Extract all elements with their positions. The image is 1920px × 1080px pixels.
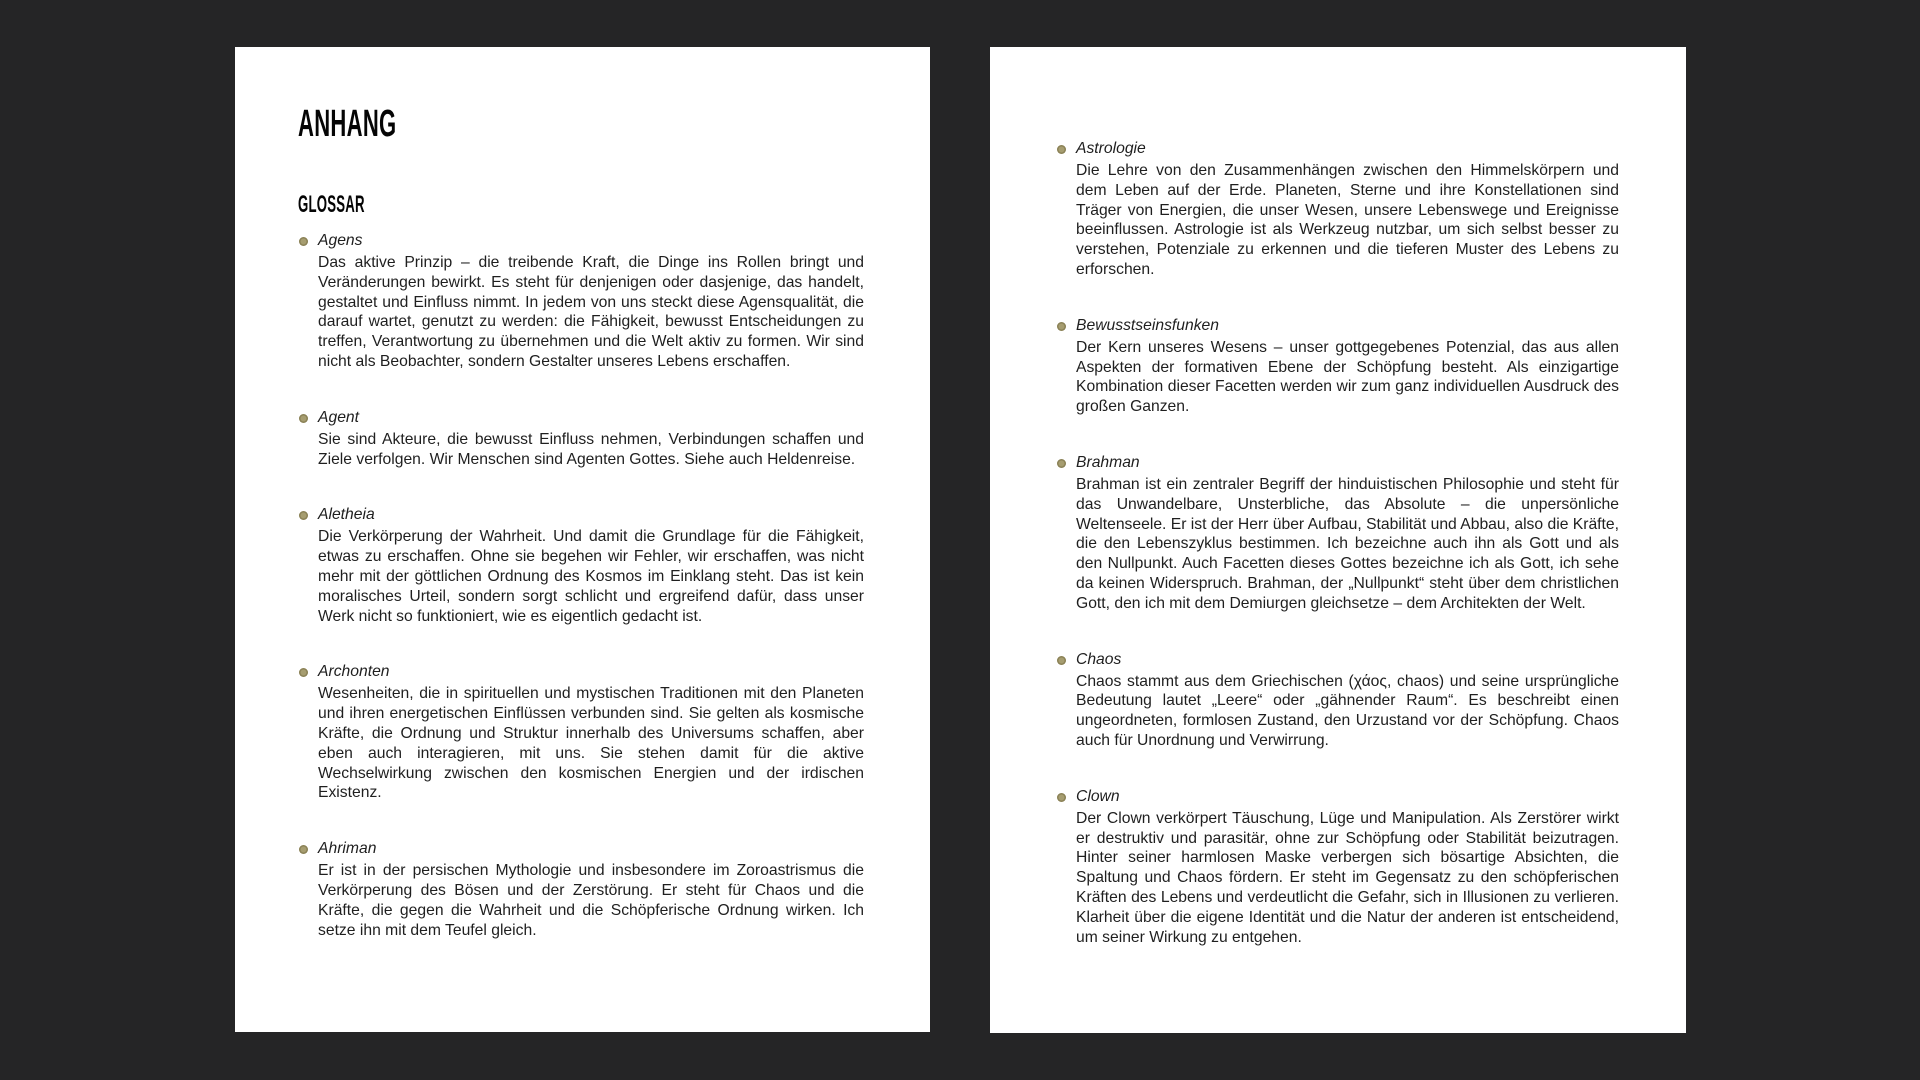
bullet-icon xyxy=(299,237,308,246)
glossary-entry-agens xyxy=(318,231,864,372)
glossary-term: Bewusstseinsfunken xyxy=(1076,316,1220,334)
bullet-icon xyxy=(1057,656,1066,665)
glossary-term: Clown xyxy=(1076,787,1120,805)
glossary-term: Ahriman xyxy=(318,840,377,858)
bullet-icon xyxy=(299,668,308,677)
glossary-definition: Sie sind Akteure, die bewusst Einfluss nehmen, Verbindungen schaffen und Ziele verfolgen. Wir Menschen sind Agenten Gottes. Siehe auch Heldenreise. xyxy=(318,430,864,468)
glossary-definition: Das aktive Prinzip – die treibende Kraft, die Dinge ins Rollen bringt und Veränderungen bewirkt. Es steht für denjenigen oder dasjenige, das handelt, gestaltet und Einfluss nimmt. In jedem von uns steckt diese Agensqualität, die darauf wartet, genutzt zu werden: die Fähigkeit, bewusst Entscheidungen zu treffen, Verantwortung zu übernehmen und die Welt aktiv zu formen. Wir sind nicht als Beobachter, sondern Gestalter unseres Lebens erschaffen. xyxy=(318,254,864,370)
glossary-definition: Der Kern unseres Wesens – unser gottgegebenes Potenzial, das aus allen Aspekten der formativen Ebene der Schöpfung besteht. Als einzigartige Kombination dieser Facetten werden wir zum ganz individuellen Ausdruck des großen Ganzen. xyxy=(1076,338,1619,416)
page-left xyxy=(235,47,930,1032)
section-block xyxy=(298,193,864,217)
glossary-definition: Brahman ist ein zentraler Begriff der hinduistischen Philosophie und steht für das Unwandelbare, Unsterbliche, das Absolute – die unpersönliche Weltenseele. Er ist der Herr über Aufbau, Stabilität und Abbau, also die Kräfte, die den Lebenszyklus bestimmen. Ich bezeichne auch ihn als Gott und als den Nullpunkt. Auch Facetten dieses Gottes bezeichne ich als Gott, ich sehe da keinen Widerspruch. Brahman, der „Nullpunkt“ steht über dem christlichen Gott, den ich mit dem Demiurgen gleichsetze – dem Architekten der Welt. xyxy=(1076,475,1619,612)
section-heading: GLOSSAR xyxy=(298,191,365,218)
glossary-entry-archonten xyxy=(318,662,864,803)
glossary-entry-clown xyxy=(1076,787,1619,948)
glossary-term: Archonten xyxy=(318,663,390,681)
glossary-definition: Chaos stammt aus dem Griechischen (χάος, chaos) und seine ursprüngliche Bedeutung lautet „Leere“ oder „gähnender Raum“. Es beschreibt einen ungeordneten, formlosen Zustand, den Urzustand vor der Schöpfung. Chaos auch für Unordnung und Verwirrung. xyxy=(1076,672,1619,749)
bullet-icon xyxy=(1057,793,1066,802)
glossary-term: Brahman xyxy=(1076,453,1140,471)
glossary-entry-bewusstseinsfunken xyxy=(1076,316,1619,417)
glossary-entry-brahman xyxy=(1076,453,1619,614)
glossary-definition: Die Lehre von den Zusammenhängen zwischen den Himmelskörpern und dem Leben auf der Erde. Planeten, Sterne und ihre Konstellationen sind Träger von Energien, die unser Wesen, unsere Lebenswege und Ereignisse beeinflussen. Astrologie ist als Werkzeug nutzbar, um sich selbst besser zu verstehen, Potenziale zu erkennen und die tieferen Muster des Lebens zu erforschen. xyxy=(1076,162,1619,278)
glossary-term: Astrologie xyxy=(1076,140,1146,157)
glossary-entry-chaos xyxy=(1076,650,1619,751)
glossary-definition: Wesenheiten, die in spirituellen und mystischen Traditionen mit den Planeten und ihren energetischen Einflüssen verbunden sind. Sie gelten als kosmische Kräfte, die Ordnung und Struktur innerhalb des Universums schaffen, aber eben auch interagieren, mit uns. Sie stehen damit für die aktive Wechselwirkung zwischen den kosmischen Energien und der irdischen Existenz. xyxy=(318,685,864,802)
bullet-icon xyxy=(1057,145,1066,154)
glossary-definition: Der Clown verkörpert Täuschung, Lüge und Manipulation. Als Zerstörer wirkt er destruktiv und parasitär, ohne zur Schöpfung oder Stabilität beizutragen. Hinter seiner harmlosen Maske verbergen sich bösartige Absichten, die Spaltung und Chaos fördern. Er steht im Gegensatz zu den schöpferischen Kräften des Lebens und verdeutlicht die Gefahr, sich in Illusionen zu verlieren. Klarheit über die eigene Identität und die Natur der anderen ist entscheidend, um seiner Wirkung zu entgehen. xyxy=(1076,809,1619,946)
glossary-term: Chaos xyxy=(1076,650,1122,668)
glossary-definition: Die Verkörperung der Wahrheit. Und damit die Grundlage für die Fähigkeit, etwas zu erschaffen. Ohne sie begehen wir Fehler, wir erschaffen, was nicht mehr mit der göttlichen Ordnung des Kosmos im Einklang steht. Das ist kein moralisches Urteil, sondern sorgt schlicht und ergreifend dafür, dass unser Werk nicht so funktioniert, wie es eigentlich gedacht ist. xyxy=(318,528,864,625)
glossary-entry-astrologie xyxy=(1076,139,1619,280)
glossary-entry-aletheia xyxy=(318,505,864,626)
bullet-icon xyxy=(1057,459,1066,468)
bullet-icon xyxy=(299,845,308,854)
bullet-icon xyxy=(299,511,308,520)
title-block xyxy=(298,105,864,143)
page-right xyxy=(990,47,1686,1033)
glossary-entry-agent xyxy=(318,408,864,470)
page-title: ANHANG xyxy=(298,103,397,145)
bullet-icon xyxy=(299,414,308,423)
glossary-entry-ahriman xyxy=(318,839,864,940)
glossary-term: Agens xyxy=(318,232,363,249)
bullet-icon xyxy=(1057,322,1066,331)
glossary-term: Agent xyxy=(318,408,359,426)
glossary-definition: Er ist in der persischen Mythologie und insbesondere im Zoroastrismus die Verkörperung des Bösen und der Zerstörung. Er steht für Chaos und die Kräfte, die gegen die Wahrheit und die Schöpferische Ordnung wirken. Ich setze ihn mit dem Teufel gleich. xyxy=(318,862,864,939)
glossary-term: Aletheia xyxy=(318,506,375,524)
